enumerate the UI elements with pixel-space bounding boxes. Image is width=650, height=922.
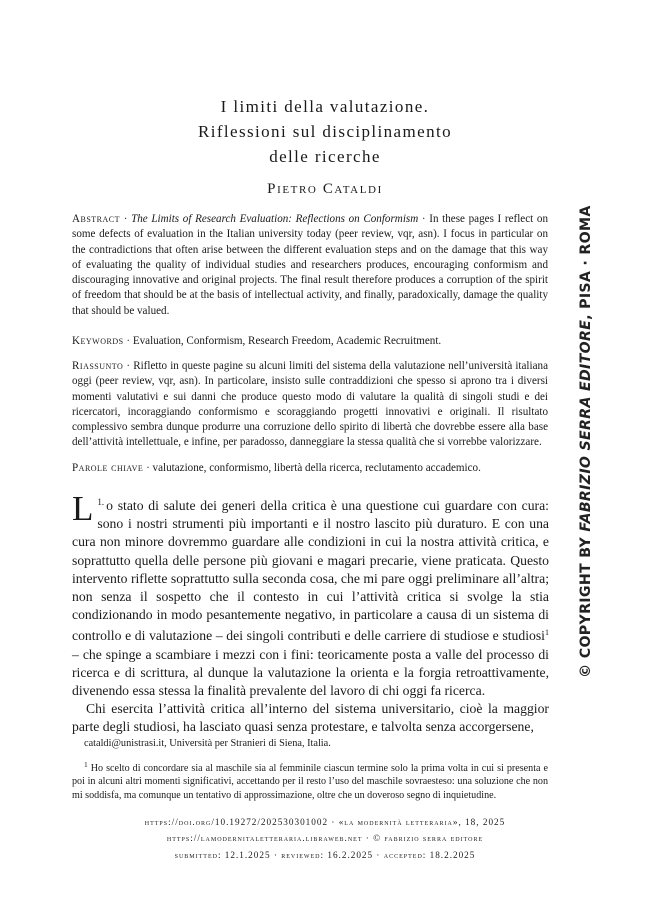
abstract-separator: · xyxy=(120,213,132,225)
parole-chiave xyxy=(72,461,548,476)
body-paragraph-2: Chi esercita l’attività critica all’interno del sistema universitario, cioè la maggior parte degli studiosi, ha lasciato quasi senza protestare, e talvolta senza accorgersene, xyxy=(72,701,549,735)
parole-chiave-label: Parole chiave xyxy=(72,462,144,474)
section-number: 1. xyxy=(97,497,105,507)
parole-chiave-text: · valutazione, conformismo, libertà della ricerca, reclutamento accademico. xyxy=(143,462,481,474)
riassunto xyxy=(72,359,548,451)
riassunto-label: Riassunto xyxy=(72,360,124,372)
abstract-text: · In these pages I reflect on some defects of evaluation in the Italian university today (peer review, vqr, asn). I focus in particular on the contradictions that often arise between the different evaluation steps and on the damage that this way of evaluating the quality of individual studies and researchers produces, encouraging conformism and discouraging innovative and original projects. The final result therefore produces a corruption of the spirit of freedom that should be at the basis of intellectual activity, and finally, paradoxically, damage the quality that should be valued. xyxy=(72,213,548,317)
abstract-label: Abstract xyxy=(72,213,121,225)
keywords-label: Keywords xyxy=(72,335,124,347)
footnote xyxy=(72,758,548,802)
article-title xyxy=(60,94,590,169)
title-line-2: Riflessioni sul disciplinamento xyxy=(198,122,452,141)
abstract-heading: The Limits of Research Evaluation: Reflections on Conformism xyxy=(131,213,419,225)
title-line-3: delle ricerche xyxy=(269,147,381,166)
copyright-publisher: FABRIZIO SERRA EDITORE xyxy=(578,319,594,532)
footnote-text: Ho scelto di concordare sia al maschile sia al femminile ciascun termine solo la prima volta in cui si presenta e poi in alcuni altri momenti significativi, accettando per il resto l’uso del maschile sovraesteso: una soluzione che non mi soddisfa, ma comunque un tentativo di approssimazione, oltre che un doveroso segno di inquietudine. xyxy=(72,763,548,801)
footnote-number: 1 xyxy=(84,760,88,769)
submission-dates: submitted: 12.1.2025 · reviewed: 16.2.2025 · accepted: 18.2.2025 xyxy=(174,850,476,860)
paragraph-1-text-b: – che spinge a scambiare i mezzi con i fini: teoricamente posta a valle del processo di ricerca e di scrittura, al dunque la valutazione la orienta e la forgia retroattivamente, divenendo essa stessa la finalità prevalente del lavoro di chi oggi fa ricerca. xyxy=(72,646,549,699)
drop-cap: L xyxy=(72,489,94,528)
author-affiliation: cataldi@unistrasi.it, Università per Stranieri di Siena, Italia. xyxy=(84,738,331,749)
footnote-reference[interactable]: 1 xyxy=(545,628,549,638)
abstract xyxy=(72,212,548,319)
copyright-prefix: © COPYRIGHT BY xyxy=(578,531,594,678)
body-paragraph-1 xyxy=(72,489,549,700)
title-line-1: I limiti della valutazione. xyxy=(220,97,430,116)
author-name: Pietro Cataldi xyxy=(267,181,383,197)
doi-line[interactable]: https://doi.org/10.19272/202530301002 · «la modernità letteraria», 18, 2025 xyxy=(144,817,506,827)
article-body xyxy=(72,489,549,737)
copyright-notice xyxy=(578,205,594,678)
riassunto-text: · Rifletto in queste pagine su alcuni limiti del sistema della valutazione nell’università italiana oggi (peer review, vqr, asn). In particolare, insisto sulle contraddizioni che spesso si aprono tra i diversi momenti valutativi e sui danni che produce questo modo di valutare la qualità di singoli studi e dei ricercatori, incoraggiando conformismo e scoraggiando progetti innovativi e originali. Il risultato complessivo sembra dunque produrre una corruzione dello spirito di libertà che dovrebbe essere alla base dell’attività intellettuale, e infine, per paradosso, danneggiare la stessa qualità che si vorrebbe valorizzare. xyxy=(72,360,548,449)
paragraph-1-text-a: o stato di salute dei generi della critica è una questione cui guardare con cura: sono i nostri strumenti più importanti e il nostro lascito più duraturo. E con una cura non minore dovremmo guardare alle condizioni in cui la nostra attività critica, e soprattutto quella delle persone più giovani e magari precarie, viene praticata. Questo intervento riflette soprattutto sulla seconda cosa, che mi pare oggi preliminare all’altra; non senza il sospetto che il contesto in cui l’attività critica si svolge la stia condizionando in modo pesantemente negativo, in particolare a causa di un sistema di controllo e di valutazione – dei singoli contributi e delle carriere di studiose e studiosi xyxy=(72,498,549,644)
website-line[interactable]: https://lamodernitaletteraria.libraweb.net · © fabrizio serra editore xyxy=(166,833,484,843)
keywords xyxy=(72,334,548,349)
keywords-text: · Evaluation, Conformism, Research Freedom, Academic Recruitment. xyxy=(123,335,442,347)
copyright-suffix: , PISA · ROMA xyxy=(578,205,594,320)
